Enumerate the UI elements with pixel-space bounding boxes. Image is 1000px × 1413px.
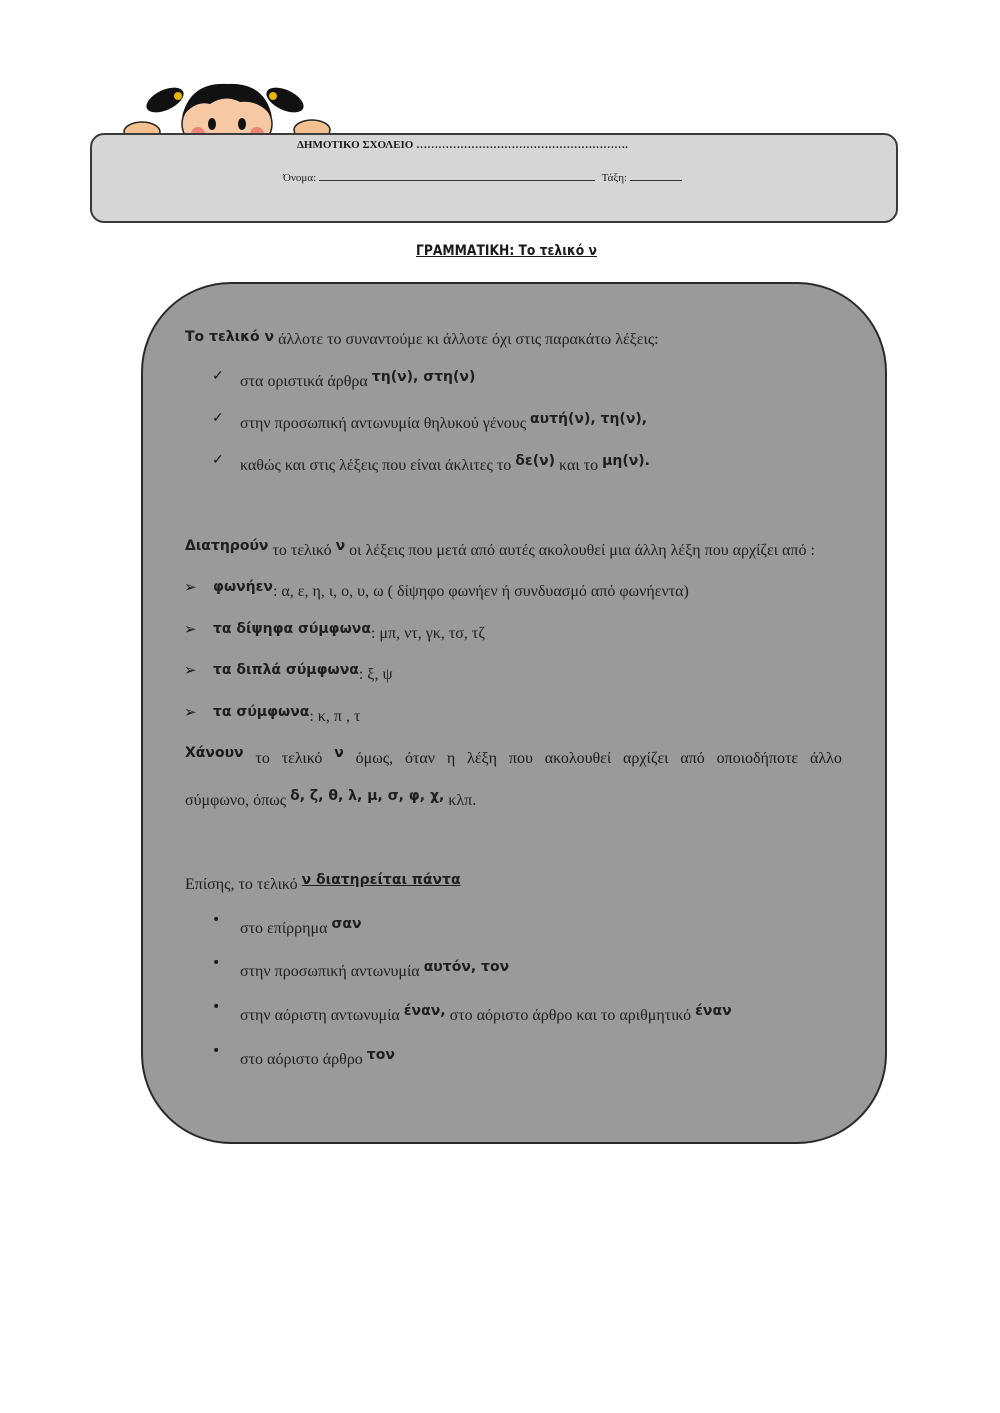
lose-bold-v: ν xyxy=(334,745,344,761)
arrow-icon: ➢ xyxy=(184,620,197,638)
bullet-item-1 xyxy=(240,916,362,938)
arrow-bold: τα σύμφωνα xyxy=(213,704,310,720)
name-class-row xyxy=(283,172,682,184)
check-text: καθώς και στις λέξεις που είναι άκλιτες το xyxy=(240,457,512,474)
check-item-2 xyxy=(240,411,648,433)
page-title: ΓΡΑΜΜΑΤΙΚΗ: Το τελικό ν xyxy=(416,243,597,259)
lose-word: αρχίζει xyxy=(623,750,669,767)
keep-text: το τελικό xyxy=(272,542,332,559)
bullet-item-2 xyxy=(240,959,510,981)
lose-word: από xyxy=(680,750,705,767)
bullet-bold: έναν, xyxy=(403,1003,446,1019)
lose-word: η xyxy=(446,750,456,767)
arrow-text: : μπ, ντ, γκ, τσ, τζ xyxy=(370,625,485,642)
lose-line-2 xyxy=(185,788,477,810)
keep-text: οι λέξεις που μετά από αυτές ακολουθεί μια άλλη λέξη που αρχίζει από : xyxy=(349,542,815,559)
bullet-icon: • xyxy=(212,955,221,971)
keep-line xyxy=(185,538,815,560)
bullet-bold: σαν xyxy=(331,916,362,932)
check-bold: μη(ν). xyxy=(602,453,650,469)
bullet-icon: • xyxy=(212,999,221,1015)
bullet-item-4 xyxy=(240,1047,395,1069)
lose-word: όταν xyxy=(404,750,435,767)
keep-bold-v: ν xyxy=(335,538,346,554)
also-text: Επίσης, το τελικό xyxy=(185,876,298,893)
arrow-bold: φωνήεν xyxy=(213,579,273,595)
lose-text: σύμφωνο, όπως xyxy=(185,792,287,809)
lose-line-1 xyxy=(185,745,842,768)
arrow-item-2 xyxy=(213,621,485,643)
arrow-icon: ➢ xyxy=(184,578,197,596)
school-line xyxy=(297,139,628,151)
arrow-item-1 xyxy=(213,579,689,601)
lose-word: που xyxy=(508,750,533,767)
arrow-text: : ξ, ψ xyxy=(358,666,393,683)
lose-word: ακολουθεί xyxy=(544,750,612,767)
intro-text: άλλοτε το συναντούμε κι άλλοτε όχι στις παρακάτω λέξεις: xyxy=(278,331,659,348)
arrow-item-3 xyxy=(213,662,393,684)
lose-word: λέξη xyxy=(467,750,498,767)
bullet-text: στην αόριστη αντωνυμία xyxy=(240,1007,400,1024)
lose-bold: Χάνουν xyxy=(185,745,244,761)
class-field[interactable] xyxy=(630,172,682,181)
check-bold: δε(ν) xyxy=(515,453,556,469)
intro-bold: Το τελικό ν xyxy=(185,329,275,345)
check-bold: αυτή(ν), τη(ν), xyxy=(530,411,648,427)
check-item-1 xyxy=(240,369,476,391)
name-label: Όνομα: xyxy=(283,172,317,184)
lose-word: όμως, xyxy=(355,750,394,767)
bullet-bold: τον xyxy=(366,1047,395,1063)
class-label: Τάξη: xyxy=(601,172,628,184)
check-text: στην προσωπική αντωνυμία θηλυκού γένους xyxy=(240,415,527,432)
lose-word: τελικό xyxy=(281,750,323,767)
arrow-icon: ➢ xyxy=(184,661,197,679)
intro-line xyxy=(185,331,659,349)
check-text: και το xyxy=(559,457,599,474)
bullet-bold: έναν xyxy=(695,1003,732,1019)
school-dots: …………………………………………………. xyxy=(416,139,628,151)
lose-bold-letters: δ, ζ, θ, λ, μ, σ, φ, χ, xyxy=(290,788,445,804)
lose-word: άλλο xyxy=(809,750,842,767)
arrow-text: : α, ε, η, ι, ο, υ, ω ( δίψηφο φωνήεν ή συνδυασμό από φωνήεντα) xyxy=(272,583,689,600)
check-icon: ✓ xyxy=(212,369,224,384)
check-text: στα οριστικά άρθρα xyxy=(240,373,368,390)
bullet-icon: • xyxy=(212,1043,221,1059)
bullet-icon: • xyxy=(212,912,221,928)
lose-word: το xyxy=(255,750,270,767)
bullet-text: στο αόριστο άρθρο xyxy=(240,1051,363,1068)
arrow-bold: τα δίψηφα σύμφωνα xyxy=(213,621,371,637)
arrow-text: : κ, π , τ xyxy=(309,708,361,725)
girl-illustration xyxy=(120,72,335,142)
keep-bold: Διατηρούν xyxy=(185,538,269,554)
bullet-text: στο αόριστο άρθρο και το αριθμητικό xyxy=(449,1007,692,1024)
also-line xyxy=(185,872,461,894)
check-icon: ✓ xyxy=(212,411,224,426)
bullet-text: στο επίρρημα xyxy=(240,920,328,937)
bullet-bold: αυτόν, τον xyxy=(423,959,510,975)
arrow-bold: τα διπλά σύμφωνα xyxy=(213,662,359,678)
check-bold: τη(ν), στη(ν) xyxy=(371,369,476,385)
bullet-text: στην προσωπική αντωνυμία xyxy=(240,963,420,980)
check-icon: ✓ xyxy=(212,453,224,468)
lose-word: οποιοδήποτε xyxy=(716,750,799,767)
arrow-icon: ➢ xyxy=(184,703,197,721)
arrow-item-4 xyxy=(213,704,361,726)
also-bold: ν διατηρείται πάντα xyxy=(301,872,461,888)
bullet-item-3 xyxy=(240,1003,732,1025)
lose-text: κλπ. xyxy=(448,792,477,809)
check-item-3 xyxy=(240,453,650,475)
name-field[interactable] xyxy=(319,172,595,181)
school-label: ΔΗΜΟΤΙΚΟ ΣΧΟΛΕΙΟ xyxy=(297,139,414,151)
